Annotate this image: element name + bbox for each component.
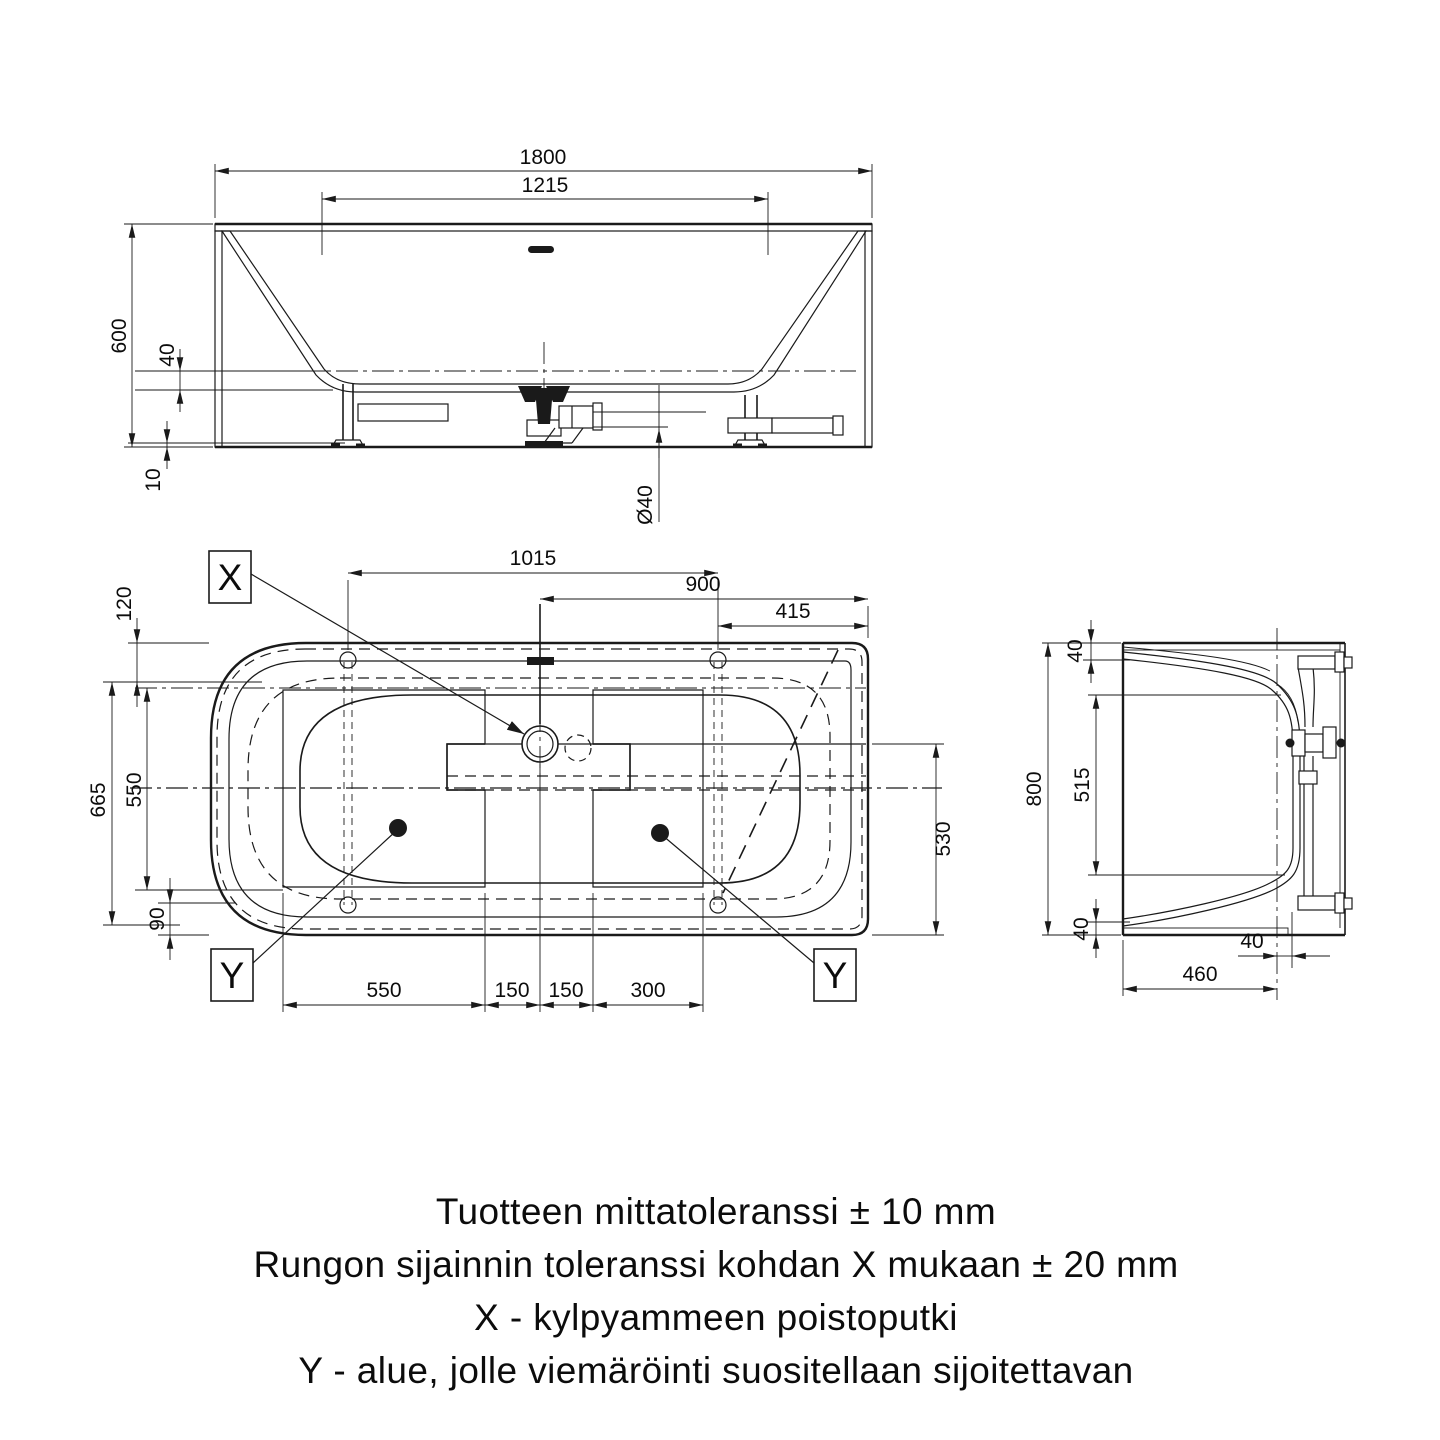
front-dim-floor-gap: 10 [142,468,165,492]
x-leader-line [251,574,524,734]
plan-bowl-bottom [300,695,800,883]
front-dim-total-width: 1800 [519,146,567,169]
y-leader-line-left [253,831,396,963]
plan-dim-bottom-rim-offset: 90 [146,907,169,931]
front-right-skirt-section [865,231,872,447]
side-dim-inner-width: 515 [1071,767,1094,803]
plan-dim-bottom-gap-right: 150 [548,979,584,1002]
front-dim-bottom-offset: 40 [156,343,179,367]
plan-dim-bottom-area-width: 550 [366,979,402,1002]
note-line-1: Tuotteen mittatoleranssi ± 10 mm [435,1191,997,1232]
notes-block [253,1191,1178,1391]
plan-support-feet [340,652,726,913]
plan-dim-inner-length: 665 [87,782,110,818]
y-point-right [651,824,669,842]
side-bowl-wall-section [1123,652,1300,926]
side-dim-overall-width: 800 [1023,771,1046,807]
plan-dim-inner-width: 550 [123,772,146,808]
front-dimension-lines [124,164,872,522]
front-drain-pipe [728,416,843,435]
side-dim-drain-offset: 40 [1240,930,1264,953]
plan-dim-right-inner-width: 530 [932,821,955,857]
note-line-3: X - kylpyammeen poistoputki [474,1297,958,1338]
side-dim-bottom-thickness: 40 [1070,917,1093,941]
front-dimension-texts [108,146,657,525]
y-marker-label-right: Y [822,955,848,996]
front-drain-assembly [518,386,602,447]
note-line-4: Y - alue, jolle viemäröinti suositellaan sijoitettavan [298,1350,1134,1391]
plan-drain [447,710,630,790]
note-line-2: Rungon sijainnin toleranssi kohdan X mukaan ± 20 mm [253,1244,1179,1285]
plan-dim-bottom-area-right: 300 [630,979,666,1002]
front-bowl-wall-section [222,231,866,392]
front-mounting-rail [358,404,448,421]
plan-dim-bottom-gap-left: 150 [494,979,530,1002]
plan-dim-right-to-center: 900 [685,573,721,596]
side-dim-rim-thickness: 40 [1064,639,1087,663]
side-plumbing [1277,652,1352,913]
front-dim-height: 600 [108,318,131,354]
side-rim-lip-line [1123,647,1270,671]
side-dim-depth-to-center: 460 [1182,963,1218,986]
side-section-view [1023,620,1352,1000]
front-dim-inner-bottom-width: 1215 [521,174,569,197]
plan-dim-top-span: 1015 [509,547,557,570]
y-marker-label-left: Y [219,955,245,996]
front-left-skirt-section [215,231,222,447]
front-overflow-slot [528,246,554,253]
front-elevation-view [108,146,872,525]
plan-view [87,547,955,1012]
front-dim-drain-diameter: Ø40 [634,485,657,525]
y-point-left [389,819,407,837]
plan-diagonal-dashed-line [723,650,838,893]
plan-dim-right-to-support: 415 [775,600,811,623]
plan-dim-rim-top-offset: 120 [113,586,136,622]
front-reference-lines [128,371,345,443]
x-marker-label: X [217,557,243,598]
